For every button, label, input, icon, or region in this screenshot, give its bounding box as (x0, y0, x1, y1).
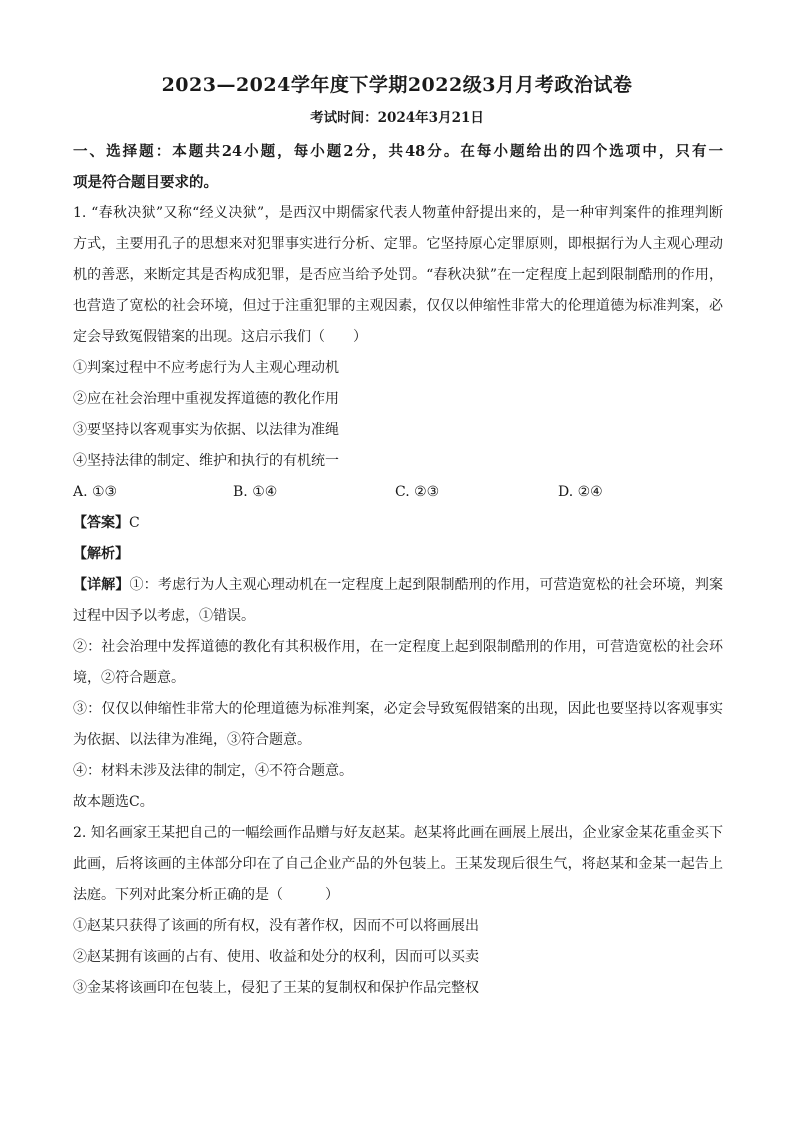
q1-detail-line: 为依据、以法律为准绳，③符合题意。 (73, 732, 311, 748)
q2-option: ②赵某拥有该画的占有、使用、收益和处分的权利，因而可以买卖 (73, 949, 479, 965)
q1-stem-line: 1. “春秋决狱”又称“经义决狱”，是西汉中期儒家代表人物董仲舒提出来的，是一种审判案件的推理判断 (73, 205, 723, 221)
q1-detail-line (73, 572, 723, 603)
q1-stem-line: 定会导致冤假错案的出现。这启示我们（ ） (73, 329, 367, 345)
page-content (73, 138, 723, 1006)
q1-stem-line: 机的善恶，来断定其是否构成犯罪，是否应当给予处罚。“春秋决狱”在一定程度上起到限制酷刑的作用， (73, 267, 723, 283)
q2-stem-line: 2. 知名画家王某把自己的一幅绘画作品赠与好友赵某。赵某将此画在画展上展出，企业家金某花重金买下 (73, 825, 723, 841)
q1-detail-text: ①：考虑行为人主观心理动机在一定程度上起到限制酷刑的作用，可营造宽松的社会环境，判案 (129, 577, 723, 593)
q1-choice-d: D. ②④ (558, 484, 603, 500)
q1-conclusion: 故本题选C。 (73, 794, 154, 810)
exam-time: 考试时间：2024年3月21日 (310, 110, 484, 126)
q1-detail-line: 境，②符合题意。 (73, 670, 185, 686)
q1-choice-a: A. ①③ (73, 484, 118, 500)
q2-stem-line: 此画，后将该画的主体部分印在了自己企业产品的外包装上。王某发现后很生气，将赵某和金某一起告上 (73, 856, 723, 872)
q1-option: ②应在社会治理中重视发挥道德的教化作用 (73, 391, 339, 407)
q1-option: ③要坚持以客观事实为依据、以法律为准绳 (73, 422, 339, 438)
question-1 (73, 200, 723, 820)
q1-detail-line: ③：仅仅以伸缩性非常大的伦理道德为标准判案，必定会导致冤假错案的出现，因此也要坚持以客观事实 (73, 701, 723, 717)
section-heading-line-2: 项是符合题目要求的。 (73, 174, 218, 191)
q1-option: ①判案过程中不应考虑行为人主观心理动机 (73, 360, 339, 376)
q1-analysis (73, 541, 723, 572)
section-heading-line-1: 一、选择题：本题共24小题，每小题2分，共48分。在每小题给出的四个选项中，只有一 (73, 143, 723, 160)
analysis-tag: 【解析】 (73, 546, 129, 562)
q1-option: ④坚持法律的制定、维护和执行的有机统一 (73, 453, 339, 469)
q1-stem-line: 也营造了宽松的社会环境，但过于注重犯罪的主观因素，仅仅以伸缩性非常大的伦理道德为标准判案，必 (73, 298, 723, 314)
page-title: 2023—2024学年度下学期2022级3月月考政治试卷 (161, 74, 633, 96)
detail-tag: 【详解】 (73, 577, 130, 593)
q1-choice-c: C. ②③ (395, 484, 440, 500)
q1-choices (73, 479, 723, 510)
q1-answer (73, 510, 723, 541)
q2-stem-line: 法庭。下列对此案分析正确的是（ ） (73, 887, 339, 903)
q1-choice-b: B. ①④ (233, 484, 278, 500)
q1-detail-line: 过程中因予以考虑，①错误。 (73, 608, 255, 624)
q1-detail-line: ④：材料未涉及法律的制定，④不符合题意。 (73, 763, 353, 779)
q1-detail-line: ②：社会治理中发挥道德的教化有其积极作用，在一定程度上起到限制酷刑的作用，可营造宽松的社会环 (73, 639, 723, 655)
answer-value: C (129, 515, 140, 531)
q2-option: ③金某将该画印在包装上，侵犯了王某的复制权和保护作品完整权 (73, 980, 479, 996)
q1-stem-line: 方式，主要用孔子的思想来对犯罪事实进行分析、定罪。它坚持原心定罪原则，即根据行为人主观心理动 (73, 236, 723, 252)
q2-option: ①赵某只获得了该画的所有权，没有著作权，因而不可以将画展出 (73, 918, 479, 934)
answer-tag: 【答案】 (73, 515, 129, 531)
question-2 (73, 820, 723, 1006)
